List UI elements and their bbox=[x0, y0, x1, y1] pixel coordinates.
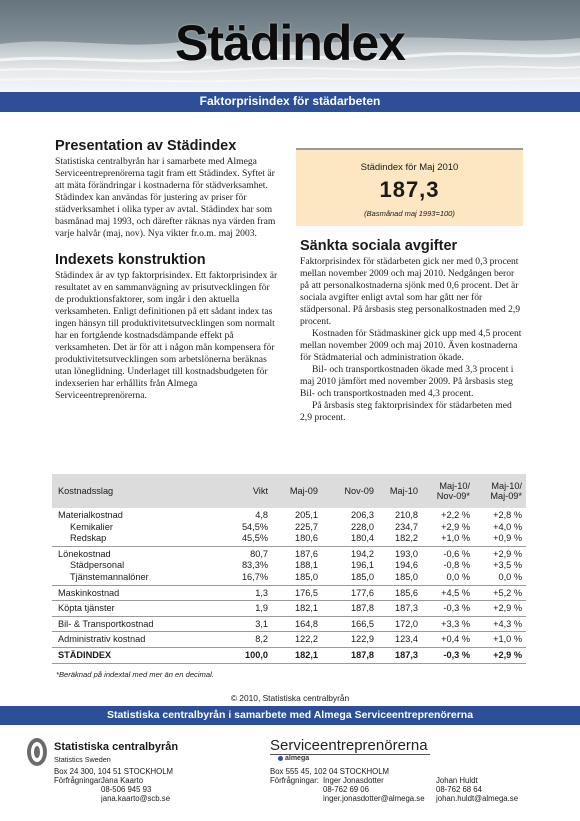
table-row bbox=[52, 572, 526, 584]
social-paragraph-2: Kostnaden för Städmaskiner gick upp med 4,5 procent mellan november 2009 och maj 2010. Även kostnaderna för Städmaterial och administration ökade. bbox=[300, 328, 522, 363]
cell-m10: 187,3 bbox=[395, 603, 418, 614]
almega-logo-text: almega bbox=[285, 755, 310, 762]
presentation-heading: Presentation av Städindex bbox=[55, 138, 237, 154]
cell-m09: 180,6 bbox=[295, 533, 318, 544]
right-column bbox=[300, 238, 525, 424]
table-row bbox=[52, 522, 526, 534]
col-header-change-maj bbox=[470, 474, 522, 508]
left-column bbox=[55, 138, 280, 402]
cell-m09: 205,1 bbox=[295, 510, 318, 520]
cell-m09: 225,7 bbox=[295, 521, 318, 532]
cell-c2: +0,9 % bbox=[493, 533, 522, 544]
col-header-nov09: Nov-09 bbox=[344, 486, 374, 496]
cell-vikt: 80,7 bbox=[250, 548, 268, 559]
construction-heading: Indexets konstruktion bbox=[55, 252, 206, 268]
scb-email-link[interactable]: jana.kaarto@scb.se bbox=[101, 794, 171, 803]
cell-m09: 187,6 bbox=[295, 548, 318, 559]
cell-c1: +0,4 % bbox=[441, 634, 470, 645]
col-header-change-maj-line2: Maj-09* bbox=[490, 491, 522, 501]
se-email-1-link[interactable]: inger.jonasdotter@almega.se bbox=[323, 794, 425, 803]
cell-name: Administrativ kostnad bbox=[58, 634, 146, 645]
page-subtitle: Faktorprisindex för städarbeten bbox=[199, 94, 381, 108]
cell-n09: 166,5 bbox=[351, 618, 374, 629]
footer-bar bbox=[0, 706, 580, 725]
cell-m10: 182,2 bbox=[395, 533, 418, 544]
cell-vikt: 3,1 bbox=[255, 618, 268, 629]
cell-c1: +2,2 % bbox=[441, 510, 470, 520]
almega-dot-icon bbox=[278, 756, 283, 761]
subtitle-bar bbox=[0, 92, 580, 112]
social-paragraph-3: Bil- och transportkostnaden ökade med 3,3 procent i maj 2010 jämfört med november 2009. På årsbasis steg Bil- och transportkostnaden med 4,3 procent. bbox=[300, 364, 514, 399]
cell-c1: -0,3 % bbox=[443, 649, 470, 660]
cell-vikt: 83,3% bbox=[241, 560, 268, 571]
cell-name: Kemikalier bbox=[70, 521, 113, 532]
social-paragraph-1: Faktorprisindex för städarbeten gick ner med 0,3 procent mellan november 2009 och maj 2010. Nedgången beror på att personalkostnaderna sjönk med 0,6 procent. Det är sociala avgifter enligt avtal som har gått ner för städpersonal. På årsbasis steg personalkostnaden med 2,9 procent. bbox=[300, 256, 521, 327]
cell-m09: 176,5 bbox=[295, 587, 318, 598]
cell-c1: +4,5 % bbox=[441, 587, 470, 598]
cell-name: Materialkostnad bbox=[58, 510, 123, 520]
cell-m09: 182,1 bbox=[295, 649, 318, 660]
table-footnote: *Beräknad på indextal med mer än en decimal. bbox=[56, 670, 214, 679]
cell-name: STÄDINDEX bbox=[58, 649, 112, 660]
se-phone-1: 08-762 69 06 bbox=[323, 785, 369, 794]
row-divider bbox=[52, 631, 526, 632]
index-label: Städindex för Maj 2010 bbox=[360, 162, 459, 173]
cell-c2: +3,5 % bbox=[493, 560, 522, 571]
cell-vikt: 54,5% bbox=[241, 521, 268, 532]
row-divider bbox=[52, 546, 526, 547]
table-row bbox=[52, 634, 526, 646]
se-email-2-link[interactable]: johan.huldt@almega.se bbox=[436, 794, 519, 803]
cell-c1: -0,6 % bbox=[443, 548, 470, 559]
cell-name: Städpersonal bbox=[70, 560, 125, 571]
social-paragraph-4: På årsbasis steg faktorprisindex för städarbeten med 2,9 procent. bbox=[300, 400, 512, 423]
table-row bbox=[52, 533, 526, 545]
cell-c2: +1,0 % bbox=[493, 634, 522, 645]
row-divider bbox=[52, 616, 526, 617]
table-row bbox=[52, 619, 526, 631]
scb-logo-icon bbox=[26, 737, 48, 767]
row-divider bbox=[52, 647, 526, 648]
cell-m09: 164,8 bbox=[295, 618, 318, 629]
col-header-maj10: Maj-10 bbox=[389, 486, 418, 496]
cell-c2: +2,9 % bbox=[493, 649, 522, 660]
cell-c2: 0,0 % bbox=[498, 571, 522, 582]
table-row bbox=[52, 650, 526, 662]
cell-name: Bil- & Transportkostnad bbox=[58, 618, 154, 629]
col-header-change-nov-line1: Maj-10/ bbox=[439, 481, 470, 491]
cost-table bbox=[52, 474, 526, 664]
se-contact-2: Johan Huldt bbox=[436, 776, 478, 785]
cell-n09: 185,0 bbox=[351, 571, 374, 582]
row-divider bbox=[52, 600, 526, 601]
cell-m09: 188,1 bbox=[295, 560, 318, 571]
cell-m09: 182,1 bbox=[295, 603, 318, 614]
cell-m10: 194,6 bbox=[395, 560, 418, 571]
cell-n09: 177,6 bbox=[351, 587, 374, 598]
table-row bbox=[52, 560, 526, 572]
cell-vikt: 4,8 bbox=[255, 510, 268, 520]
se-phone-2: 08-762 68 64 bbox=[436, 785, 482, 794]
cell-n09: 187,8 bbox=[351, 649, 374, 660]
col-header-change-nov-line2: Nov-09* bbox=[436, 491, 470, 501]
cell-name: Köpta tjänster bbox=[58, 603, 115, 614]
presentation-text: Statistiska centralbyrån har i samarbete med Almega Serviceentreprenörerna tagit fram ett Städindex. Syftet är att mäta förändringar i kostnaderna för städverksamhet. Städindex kan användas för justering av priser för städverksamhet i olika typer av avtal. Städindex har som basmånad maj 1993, och därefter räknas nya värden fram varje halvår (maj, nov). Nya vikter fr.o.m. maj 2003. bbox=[55, 156, 276, 239]
cell-c2: +2,9 % bbox=[493, 548, 522, 559]
cell-m10: 172,0 bbox=[395, 618, 418, 629]
cell-c2: +2,8 % bbox=[493, 510, 522, 520]
col-header-kostnadsslag: Kostnadsslag bbox=[58, 486, 114, 496]
scb-address: Box 24 300, 104 51 STOCKHOLM bbox=[54, 767, 174, 776]
table-bottom-rule bbox=[52, 663, 526, 664]
cell-vikt: 16,7% bbox=[241, 571, 268, 582]
cell-c1: +2,9 % bbox=[441, 521, 470, 532]
se-address: Box 555 45, 102 04 STOCKHOLM bbox=[270, 767, 390, 776]
cell-m10: 234,7 bbox=[395, 521, 418, 532]
col-header-change-nov bbox=[418, 474, 470, 508]
scb-contact: Jana Kaarto bbox=[101, 776, 144, 785]
cell-m10: 187,3 bbox=[395, 649, 418, 660]
se-inquiries-label: Förfrågningar: bbox=[270, 776, 319, 785]
table-row bbox=[52, 588, 526, 600]
cell-c2: +5,2 % bbox=[493, 587, 522, 598]
construction-text: Städindex är av typ faktorprisindex. Ett faktorprisindex är resultatet av en sammanvägning av prisutvecklingen för de produktionsfaktorer, som ingår i den aktuella verksamheten. Enligt definitionen på ett sådant index tas ingen hänsyn till produktivitetsutvecklingen som normalt har en fortgående kostnadsdämpande effekt på verksamheten. Det är för att i någon mån kompensera för produktivitetsutvecklingen som arbetslönerna beräknas utan löneglidning. Underlaget till kostnadsbudgeten för indexserien har erhållits från Almega Serviceentreprenörerna. bbox=[55, 270, 278, 401]
cell-m09: 122,2 bbox=[295, 634, 318, 645]
cell-m10: 185,0 bbox=[395, 571, 418, 582]
page-title: Städindex bbox=[175, 15, 405, 71]
cell-m10: 123,4 bbox=[395, 634, 418, 645]
cell-n09: 187,8 bbox=[351, 603, 374, 614]
cell-n09: 122,9 bbox=[351, 634, 374, 645]
copyright: © 2010, Statistiska centralbyrån bbox=[230, 693, 350, 703]
social-heading: Sänkta sociala avgifter bbox=[300, 238, 458, 254]
scb-inquiries-label: Förfrågningar: bbox=[54, 776, 103, 785]
cell-m10: 185,6 bbox=[395, 587, 418, 598]
cell-name: Maskinkostnad bbox=[58, 587, 120, 598]
table-row bbox=[52, 510, 526, 522]
cell-vikt: 100,0 bbox=[245, 649, 268, 660]
se-contact-1: Inger Jonasdotter bbox=[323, 776, 384, 785]
col-header-maj09: Maj-09 bbox=[289, 486, 318, 496]
cell-c1: -0,8 % bbox=[443, 560, 470, 571]
header-banner bbox=[0, 0, 580, 92]
row-divider bbox=[52, 585, 526, 586]
col-header-vikt: Vikt bbox=[252, 486, 268, 496]
cell-n09: 228,0 bbox=[351, 521, 374, 532]
scb-phone: 08-506 945 93 bbox=[101, 785, 152, 794]
cell-vikt: 8,2 bbox=[255, 634, 268, 645]
cell-name: Tjänstemannalöner bbox=[70, 571, 149, 582]
cell-c2: +4,3 % bbox=[493, 618, 522, 629]
cell-c1: -0,3 % bbox=[443, 603, 470, 614]
footer-bar-text: Statistiska centralbyrån i samarbete med Almega Serviceentreprenörerna bbox=[106, 709, 474, 721]
cell-n09: 196,1 bbox=[351, 560, 374, 571]
table-header bbox=[52, 474, 526, 508]
cell-m10: 210,8 bbox=[395, 510, 418, 520]
cell-m10: 193,0 bbox=[395, 548, 418, 559]
cell-vikt: 1,3 bbox=[255, 587, 268, 598]
cell-vikt: 1,9 bbox=[255, 603, 268, 614]
cell-m09: 185,0 bbox=[295, 571, 318, 582]
col-header-change-maj-line1: Maj-10/ bbox=[491, 481, 522, 491]
cell-c2: +4,0 % bbox=[493, 521, 522, 532]
cell-c2: +2,9 % bbox=[493, 603, 522, 614]
cell-c1: +1,0 % bbox=[441, 533, 470, 544]
cell-name: Redskap bbox=[70, 533, 107, 544]
cell-c1: +3,3 % bbox=[441, 618, 470, 629]
serviceentreprenorerna-logo-text: Serviceentreprenörerna bbox=[270, 737, 428, 754]
cell-name: Lönekostnad bbox=[58, 548, 111, 559]
scb-subname: Statistics Sweden bbox=[54, 755, 111, 764]
cell-c1: 0,0 % bbox=[446, 571, 470, 582]
index-highlight-box bbox=[296, 148, 523, 226]
index-value: 187,3 bbox=[379, 177, 440, 202]
cell-n09: 194,2 bbox=[351, 548, 374, 559]
table-row bbox=[52, 549, 526, 561]
scb-name: Statistiska centralbyrån bbox=[54, 741, 179, 753]
table-body bbox=[52, 510, 526, 664]
almega-logo bbox=[278, 755, 309, 762]
table-row bbox=[52, 603, 526, 615]
cell-vikt: 45,5% bbox=[241, 533, 268, 544]
cell-n09: 180,4 bbox=[351, 533, 374, 544]
cell-n09: 206,3 bbox=[351, 510, 374, 520]
index-base-note: (Basmånad maj 1993=100) bbox=[364, 209, 455, 218]
